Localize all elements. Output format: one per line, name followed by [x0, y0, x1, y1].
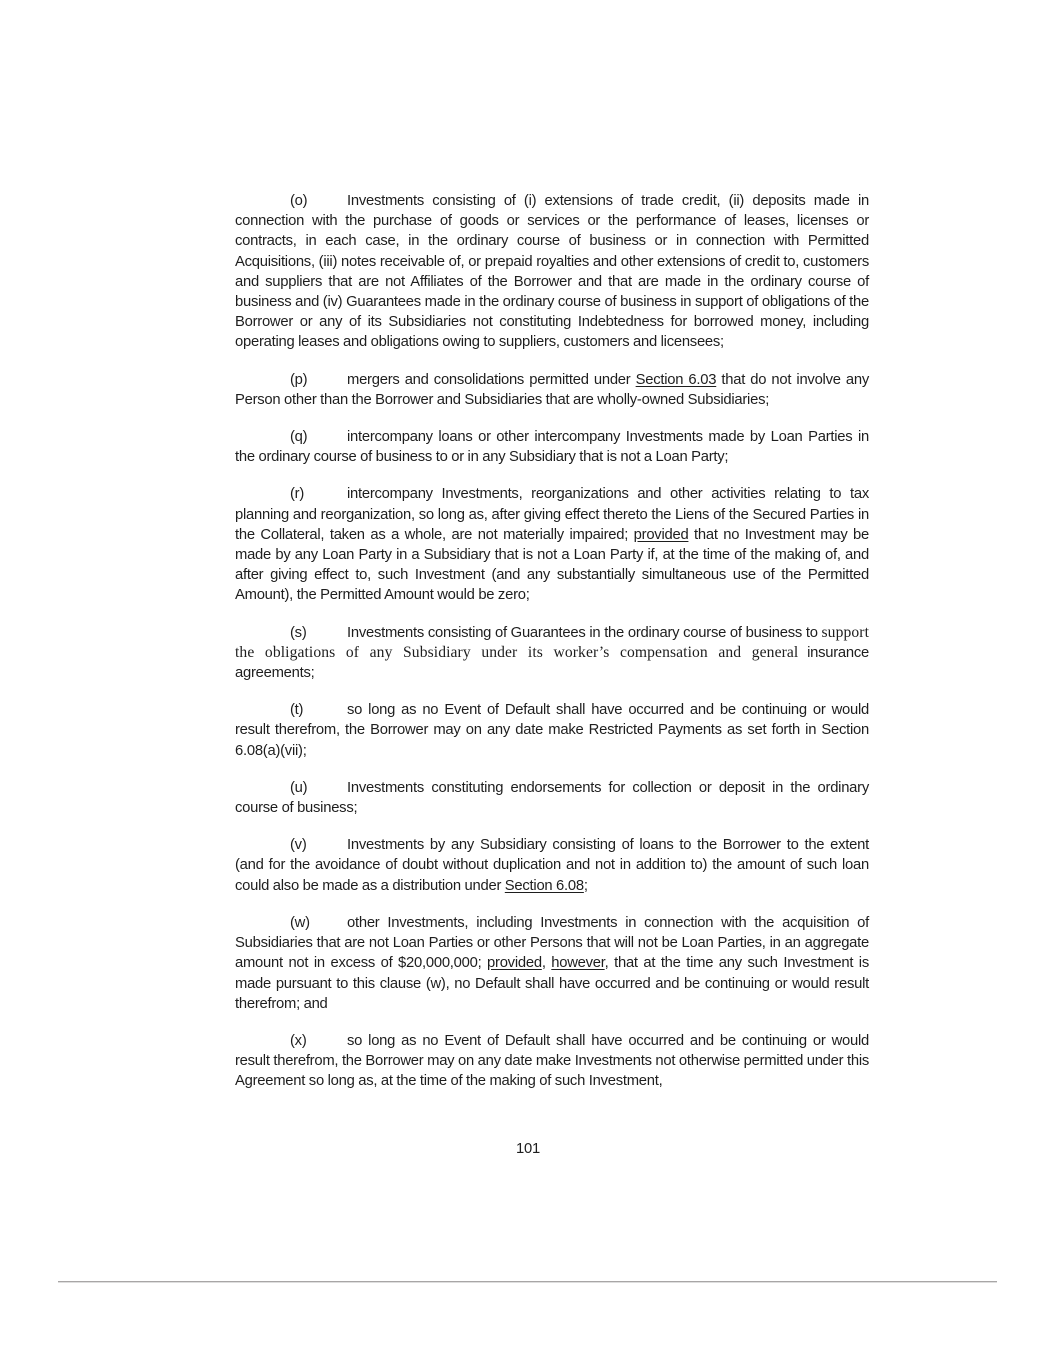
underlined-reference: Section 6.03: [635, 371, 717, 388]
text-run: intercompany loans or other intercompany Investments made by Loan Parties in the ordinary course of business to or in any Subsidiary that is not a Loan Party;: [235, 429, 869, 466]
paragraph-marker: (u): [290, 779, 308, 796]
paragraph-o: [235, 191, 869, 353]
paragraph-marker: (w): [290, 914, 310, 931]
paragraph-s: [235, 623, 869, 684]
text-run: Investments consisting of Guarantees in the ordinary course of business to: [347, 624, 822, 641]
text-run: that no Investment may be made by any Loan Party in a Subsidiary that is not a Loan Party if, at the time of the making of, and after giving effect to, such Investment (and any substantially simultaneous use of the Permitted Amount), the Permitted Amount would be zero;: [235, 526, 870, 604]
text-run: other Investments, including Investments in connection with the acquisition of Subsidiaries that are not Loan Parties or other Persons that will not be Loan Parties, in an aggregate amount not in excess of $20,000,000;: [235, 914, 869, 972]
paragraph-marker: (v): [290, 837, 307, 854]
page-body: [235, 191, 869, 1109]
paragraph-u: [235, 778, 869, 818]
text-run: , that at the time any such Investment is made pursuant to this clause (w), no Default shall have occurred and be continuing or would result therefrom; and: [235, 955, 869, 1012]
text-run: that do not involve any Person other than the Borrower and Subsidiaries that are wholly-owned Subsidiaries;: [235, 371, 869, 408]
text-run: ;: [583, 877, 588, 894]
paragraph-marker: (q): [290, 429, 308, 446]
paragraph-q: [235, 427, 869, 467]
paragraph-w: [235, 913, 869, 1014]
text-run: insurance agreements;: [235, 644, 869, 682]
paragraph-marker: (t): [290, 702, 304, 719]
text-run: mergers and consolidations permitted under: [347, 371, 636, 388]
paragraph-marker: (x): [290, 1032, 307, 1049]
paragraph-marker: (p): [290, 371, 308, 388]
underlined-reference: Section 6.08: [504, 877, 584, 894]
serif-run: support the obligations of any Subsidiary under its worker’s compensation and general: [235, 623, 869, 661]
text-run: ,: [541, 955, 552, 972]
footer-divider: [58, 1281, 997, 1283]
underlined-reference: provided: [633, 526, 689, 543]
paragraph-r: [235, 484, 869, 605]
text-run: so long as no Event of Default shall have occurred and be continuing or would result therefrom, the Borrower may on any date make Restricted Payments as set forth in Section 6.08(a)(vii);: [235, 702, 869, 759]
underlined-reference: provided: [487, 955, 542, 972]
paragraph-marker: (r): [290, 486, 305, 503]
text-run: Investments constituting endorsements for collection or deposit in the ordinary course of business;: [235, 779, 869, 817]
paragraph-p: [235, 370, 869, 410]
paragraph-t: [235, 700, 869, 761]
page-number: 101: [515, 1141, 541, 1157]
paragraph-list: [235, 191, 869, 1092]
paragraph-marker: (s): [290, 624, 307, 641]
text-run: intercompany Investments, reorganizations and other activities relating to tax planning and reorganization, so long as, after giving effect thereto the Liens of the Secured Parties in the Collateral, taken as a whole, are not materially impaired;: [235, 486, 869, 543]
paragraph-v: [235, 835, 869, 896]
paragraph-marker: (o): [290, 193, 308, 209]
paragraph-x: [235, 1031, 869, 1092]
underlined-reference: however: [551, 955, 605, 972]
text-run: so long as no Event of Default shall have occurred and be continuing or would result therefrom, the Borrower may on any date make Investments not otherwise permitted under this Agreement so long as, at the time of the making of such Investment,: [235, 1032, 869, 1090]
text-run: Investments by any Subsidiary consisting of loans to the Borrower to the extent (and for the avoidance of doubt without duplication and not in addition to) the amount of such loan could also be made as a distribution under: [235, 837, 869, 894]
text-run: Investments consisting of (i) extensions of trade credit, (ii) deposits made in connection with the purchase of goods or services or the performance of leases, licenses or contracts, in each case, in the ordinary course of business or in connection with Permitted Acquisitions, (iii) notes receivable of, or prepaid royalties and other extensions of credit to, customers and suppliers that are not Affiliates of the Borrower and that are made in the ordinary course of business and (iv) Guarantees made in the ordinary course of business in support of obligations of the Borrower or any of its Subsidiaries not constituting Indebtedness for borrowed money, including operating leases and obligations owing to suppliers, customers and licensees;: [235, 193, 869, 351]
